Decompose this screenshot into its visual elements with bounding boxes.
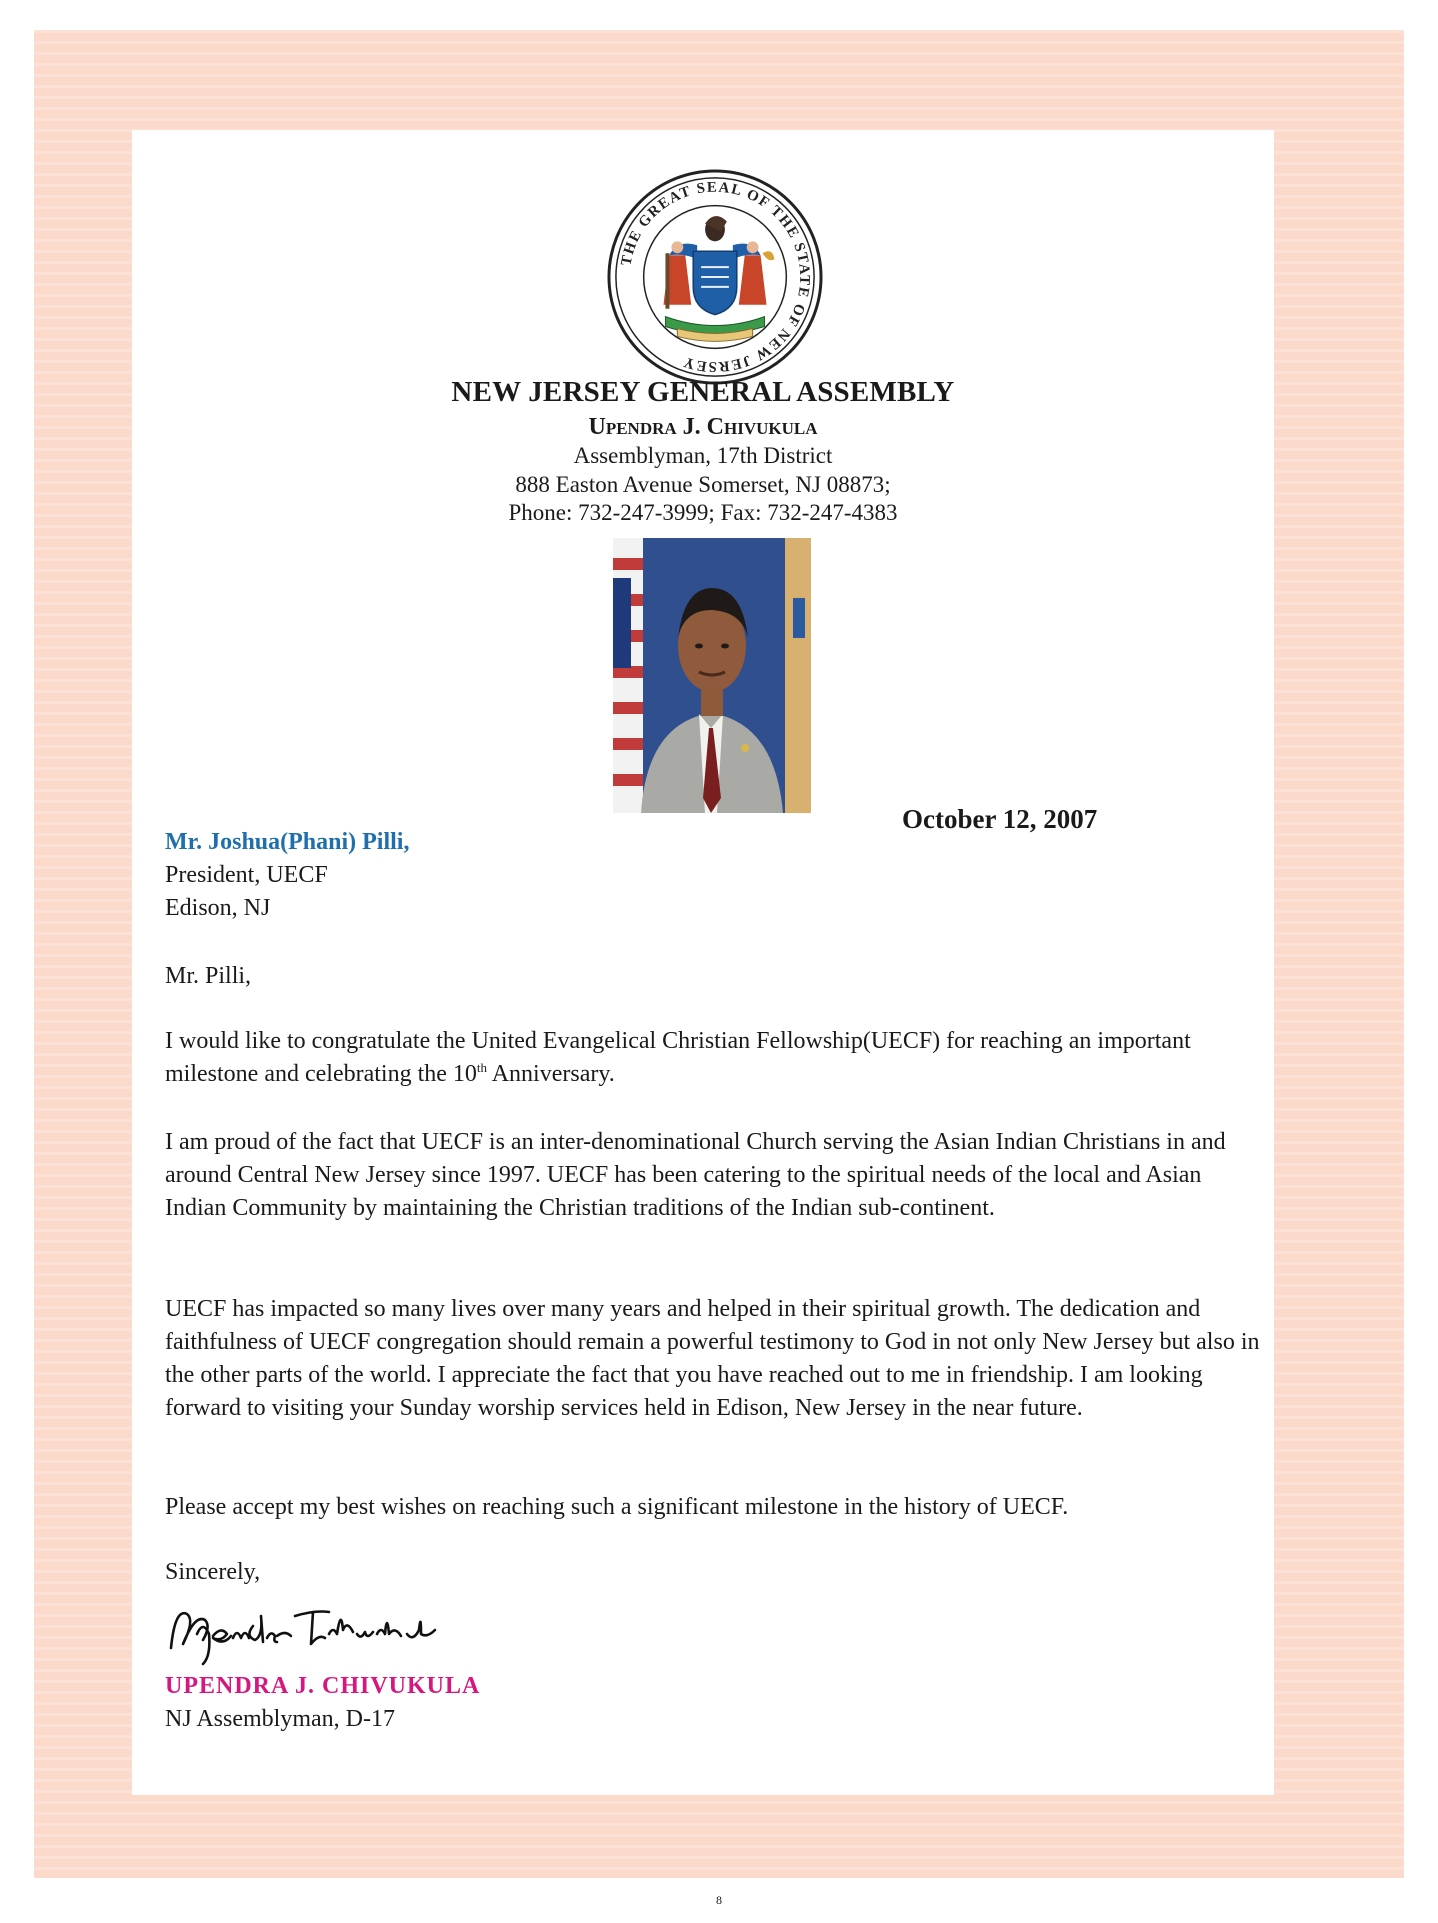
assemblyman-portrait-photo (613, 538, 811, 813)
recipient-city: Edison, NJ (165, 895, 271, 921)
recipient-title: President, UECF (165, 862, 328, 888)
paragraph-text: I would like to congratulate the United Evangelical Christian Fellowship(UECF) for reaching an important milestone and celebrating the 10 (165, 1028, 1191, 1087)
letterhead-address: 888 Easton Avenue Somerset, NJ 08873; (515, 472, 891, 497)
letterhead-name: Upendra J. Chivukula (588, 414, 818, 440)
letter-paragraph: UECF has impacted so many lives over many years and helped in their spiritual growth. The dedication and faithfulness of UECF congregation should remain a powerful testimony to God in not only New Jersey but also in the other parts of the world. I appreciate the fact that you have reached out to me in friendship. I am looking forward to visiting your Sunday worship services held in Edison, New Jersey in the near future. (165, 1296, 1260, 1421)
page-number: 8 (716, 1893, 722, 1907)
letterhead-phone: Phone: 732-247-3999; Fax: 732-247-4383 (508, 500, 898, 525)
letterhead-position: Assemblyman, 17th District (573, 443, 833, 468)
salutation: Mr. Pilli, (165, 963, 252, 989)
letter-date: October 12, 2007 (902, 804, 1098, 834)
letter-paragraph: I am proud of the fact that UECF is an inter-denominational Church serving the Asian Indian Christians in and around Central New Jersey since 1997. UECF has been catering to the spiritual needs of the local and Asian Indian Community by maintaining the Christian traditions of the Indian sub-continent. (165, 1129, 1226, 1221)
letter-paragraph: Please accept my best wishes on reaching such a significant milestone in the history of UECF. (165, 1494, 1069, 1520)
signer-name: UPENDRA J. CHIVUKULA (165, 1673, 481, 1699)
signer-title: NJ Assemblyman, D-17 (165, 1706, 395, 1732)
closing: Sincerely, (165, 1559, 261, 1585)
nj-state-seal-icon (606, 168, 824, 386)
svg-text:THE GREAT SEAL OF THE STATE OF: THE GREAT SEAL OF THE STATE OF NEW JERSEY (618, 179, 813, 375)
paragraph-text: Anniversary. (487, 1061, 615, 1087)
handwritten-signature-icon (163, 1590, 453, 1670)
recipient-name: Mr. Joshua(Phani) Pilli, (165, 829, 410, 855)
letterhead-title: NEW JERSEY GENERAL ASSEMBLY (451, 376, 955, 408)
letter-paragraph (165, 1025, 1265, 1091)
ordinal-suffix: th (476, 1060, 488, 1075)
